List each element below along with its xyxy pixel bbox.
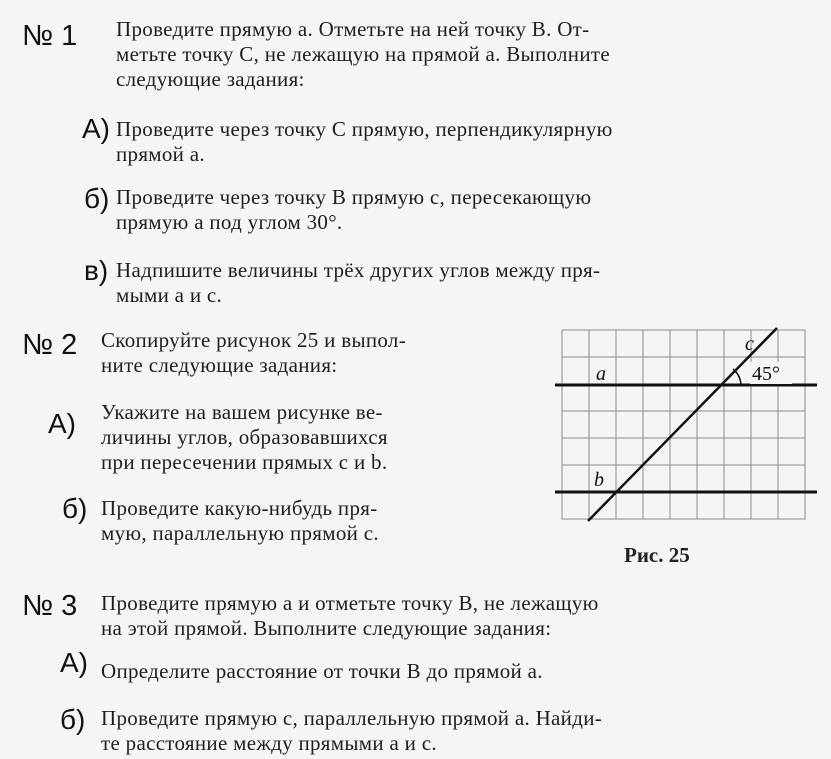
text-line: те расстояние между прямыми a и c. <box>101 731 437 755</box>
text-line: Проведите через точку B прямую c, пересекающую <box>116 185 592 209</box>
task3-item-b-label: б) <box>60 704 86 735</box>
text-line: Надпишите величины трёх других углов между пря- <box>116 258 601 282</box>
task3-item-b-text <box>101 706 811 756</box>
task3-number: № 3 <box>22 590 78 622</box>
figure-caption: Рис. 25 <box>624 543 690 567</box>
task3-intro <box>101 591 811 641</box>
task1-item-b-text <box>116 185 816 235</box>
figure-25 <box>555 325 817 525</box>
task2-item-b-label: б) <box>62 493 88 524</box>
text-line: мыми a и c. <box>116 283 223 307</box>
task2-item-a-label: А) <box>48 408 76 439</box>
text-line: метьте точку C, не лежащую на прямой a. Выполните <box>116 42 610 66</box>
task1-intro <box>116 17 816 92</box>
task3-item-a-label: А) <box>60 647 88 678</box>
task1-item-a-label: А) <box>82 113 110 144</box>
text-line: на этой прямой. Выполните следующие задания: <box>101 616 552 640</box>
text-line: Определите расстояние от точки B до прямой a. <box>101 659 543 683</box>
line-a-label: a <box>596 363 606 385</box>
text-line: Проведите прямую a. Отметьте на ней точку B. От- <box>116 17 590 41</box>
task1-item-a-text <box>116 117 816 167</box>
text-line: при пересечении прямых c и b. <box>101 450 388 474</box>
task1-item-c-label: в) <box>84 255 109 286</box>
text-line: Проведите через точку C прямую, перпендикулярную <box>116 117 613 141</box>
task3-item-a-text <box>101 659 811 684</box>
text-line: Проведите какую-нибудь пря- <box>101 496 378 520</box>
task1-item-c-text <box>116 258 816 308</box>
task1-number: № 1 <box>22 20 78 52</box>
task1-item-b-label: б) <box>84 183 110 214</box>
text-line: следующие задания: <box>116 67 305 91</box>
text-line: прямую a под углом 30°. <box>116 210 343 234</box>
task2-item-b-text <box>101 496 531 546</box>
text-line: Проведите прямую c, параллельную прямой a. Найди- <box>101 706 603 730</box>
text-line: мую, параллельную прямой c. <box>101 521 379 545</box>
line-c-label: c <box>745 333 754 355</box>
task2-item-a-text <box>101 400 531 475</box>
text-line: личины углов, образовавшихся <box>101 425 388 449</box>
line-b-label: b <box>594 469 604 491</box>
text-line: Проведите прямую a и отметьте точку B, не лежащую <box>101 591 599 615</box>
task2-number: № 2 <box>22 329 78 361</box>
text-line: Скопируйте рисунок 25 и выпол- <box>101 328 406 352</box>
text-line: Укажите на вашем рисунке ве- <box>101 400 383 424</box>
task2-intro <box>101 328 531 378</box>
angle-label: 45° <box>752 363 780 385</box>
text-line: ните следующие задания: <box>101 353 338 377</box>
text-line: прямой a. <box>116 142 205 166</box>
